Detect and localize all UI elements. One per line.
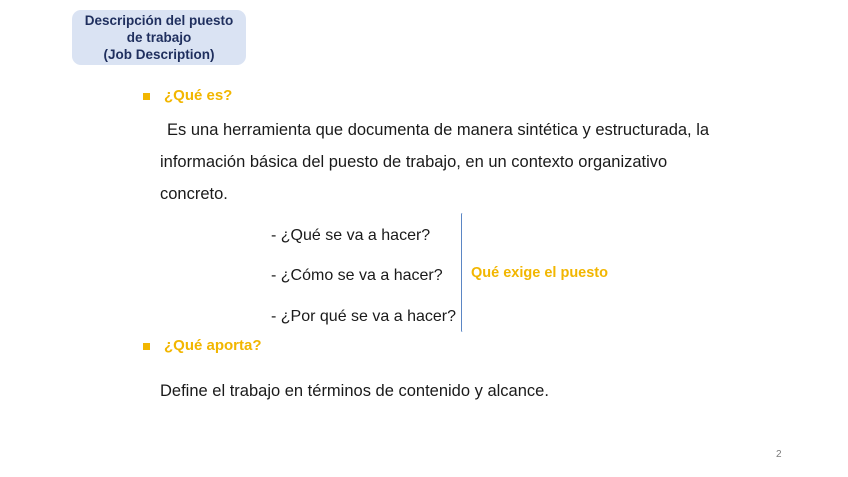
definition-line-3: concreto.	[160, 185, 228, 203]
question-item-por-que: - ¿Por qué se va a hacer?	[271, 308, 456, 325]
page-number: 2	[776, 449, 782, 460]
definition-line-2: información básica del puesto de trabajo, en un contexto organizativo	[160, 153, 668, 171]
slide-title-box	[72, 10, 246, 65]
bracket-divider	[461, 213, 464, 332]
section-heading-que-es	[143, 87, 232, 104]
slide-title-line-2: de trabajo	[126, 30, 192, 45]
aporta-body: Define el trabajo en términos de contenido y alcance.	[160, 382, 549, 400]
slide-title-line-1: Descripción del puesto	[84, 13, 234, 28]
section-heading-label: ¿Qué aporta?	[164, 337, 262, 354]
square-bullet-icon	[143, 93, 150, 100]
question-item-que: - ¿Qué se va a hacer?	[271, 227, 431, 244]
definition-line-1: Es una herramienta que documenta de manera sintética y estructurada, la	[167, 121, 710, 139]
square-bullet-icon	[143, 343, 150, 350]
slide-title-line-3: (Job Description)	[103, 47, 215, 62]
section-heading-que-aporta	[143, 337, 262, 354]
question-item-como: - ¿Cómo se va a hacer?	[271, 267, 443, 284]
section-heading-label: ¿Qué es?	[164, 87, 233, 104]
brace-label: Qué exige el puesto	[471, 265, 608, 281]
